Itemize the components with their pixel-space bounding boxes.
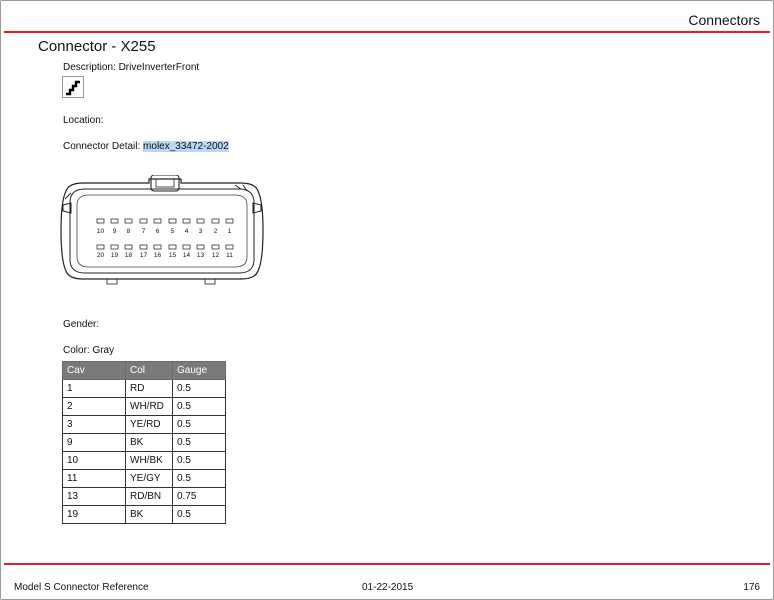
- cell-col: RD/BN: [126, 488, 173, 506]
- connector-title: Connector - X255: [38, 38, 156, 55]
- cell-cav: 2: [63, 398, 126, 416]
- cell-col: WH/BK: [126, 452, 173, 470]
- pin-slot: [212, 219, 219, 223]
- pin-slot: [226, 219, 233, 223]
- pin-label: 19: [110, 252, 119, 259]
- pin-label: 12: [211, 252, 220, 259]
- pin-slot: [197, 219, 204, 223]
- pin-slot: [154, 245, 161, 249]
- table-row: [63, 416, 226, 434]
- cell-gauge: 0.5: [173, 506, 226, 524]
- pin-label: 20: [96, 252, 105, 259]
- pin-label: 15: [168, 252, 177, 259]
- pin-label: 18: [124, 252, 133, 259]
- cell-cav: 3: [63, 416, 126, 434]
- connector-location: Location:: [63, 115, 104, 126]
- pin-label: 1: [227, 228, 232, 235]
- cell-col: BK: [126, 506, 173, 524]
- column-header-col: Col: [126, 362, 173, 380]
- wire-table: [62, 361, 226, 524]
- pin-label: 3: [198, 228, 203, 235]
- cell-col: BK: [126, 434, 173, 452]
- column-header-cav: Cav: [63, 362, 126, 380]
- header-rule: [4, 31, 770, 33]
- cell-col: YE/GY: [126, 470, 173, 488]
- pin-slot: [125, 219, 132, 223]
- housing-outline: [61, 179, 263, 279]
- pin-label: 11: [226, 252, 233, 259]
- cell-cav: 1: [63, 380, 126, 398]
- pin-label: 7: [141, 228, 146, 235]
- cell-gauge: 0.75: [173, 488, 226, 506]
- pin-slot: [183, 245, 190, 249]
- pin-label: 10: [96, 228, 105, 235]
- connector-diagram: [55, 175, 275, 285]
- footer-date: 01-22-2015: [362, 582, 414, 593]
- pin-label: 13: [196, 252, 205, 259]
- connector-description: Description: DriveInverterFront: [63, 62, 200, 73]
- connector-color: Color: Gray: [63, 345, 115, 356]
- pin-label: 5: [170, 228, 175, 235]
- cell-gauge: 0.5: [173, 434, 226, 452]
- footer-page-number: 176: [743, 582, 760, 593]
- rib: [107, 279, 117, 284]
- cell-gauge: 0.5: [173, 416, 226, 434]
- pin-slot: [97, 245, 104, 249]
- cell-col: WH/RD: [126, 398, 173, 416]
- pin-label: 17: [139, 252, 148, 259]
- pin-slot: [111, 219, 118, 223]
- table-row: [63, 398, 226, 416]
- pin-label: 2: [213, 228, 218, 235]
- cell-gauge: 0.5: [173, 470, 226, 488]
- pin-slot: [169, 219, 176, 223]
- table-header-row: [63, 362, 226, 380]
- connector-detail-label: Connector Detail:: [63, 141, 144, 152]
- latch-window: [156, 179, 174, 187]
- pin-label: 14: [182, 252, 191, 259]
- cell-cav: 13: [63, 488, 126, 506]
- connector-detail-part-number: molex_33472-2002: [143, 141, 229, 152]
- cell-gauge: 0.5: [173, 398, 226, 416]
- pin-label: 8: [126, 228, 131, 235]
- table-row: [63, 452, 226, 470]
- pin-label: 9: [112, 228, 117, 235]
- pin-label: 6: [155, 228, 160, 235]
- cell-col: YE/RD: [126, 416, 173, 434]
- table-row: [63, 488, 226, 506]
- pin-slot: [125, 245, 132, 249]
- pin-slot: [97, 219, 104, 223]
- pin-label: 16: [153, 252, 162, 259]
- pin-slot: [169, 245, 176, 249]
- cell-cav: 10: [63, 452, 126, 470]
- column-header-gauge: Gauge: [173, 362, 226, 380]
- pin-slot: [111, 245, 118, 249]
- cell-cav: 9: [63, 434, 126, 452]
- section-title: Connectors: [688, 12, 760, 28]
- pin-label: 4: [184, 228, 189, 235]
- pin-slot: [226, 245, 233, 249]
- footer-rule: [4, 563, 770, 565]
- pin-slot: [154, 219, 161, 223]
- table-row: [63, 380, 226, 398]
- footer-document-title: Model S Connector Reference: [14, 582, 149, 593]
- connector-gender: Gender:: [63, 319, 100, 330]
- cell-cav: 11: [63, 470, 126, 488]
- pin-slot: [197, 245, 204, 249]
- cell-col: RD: [126, 380, 173, 398]
- cell-gauge: 0.5: [173, 380, 226, 398]
- stair-step-icon: [62, 76, 84, 98]
- pin-slot: [183, 219, 190, 223]
- table-row: [63, 470, 226, 488]
- pin-slot: [212, 245, 219, 249]
- pin-slot: [140, 245, 147, 249]
- cell-gauge: 0.5: [173, 452, 226, 470]
- table-row: [63, 434, 226, 452]
- table-row: [63, 506, 226, 524]
- cell-cav: 19: [63, 506, 126, 524]
- pin-slot: [140, 219, 147, 223]
- rib: [205, 279, 215, 284]
- connector-detail: [63, 141, 229, 152]
